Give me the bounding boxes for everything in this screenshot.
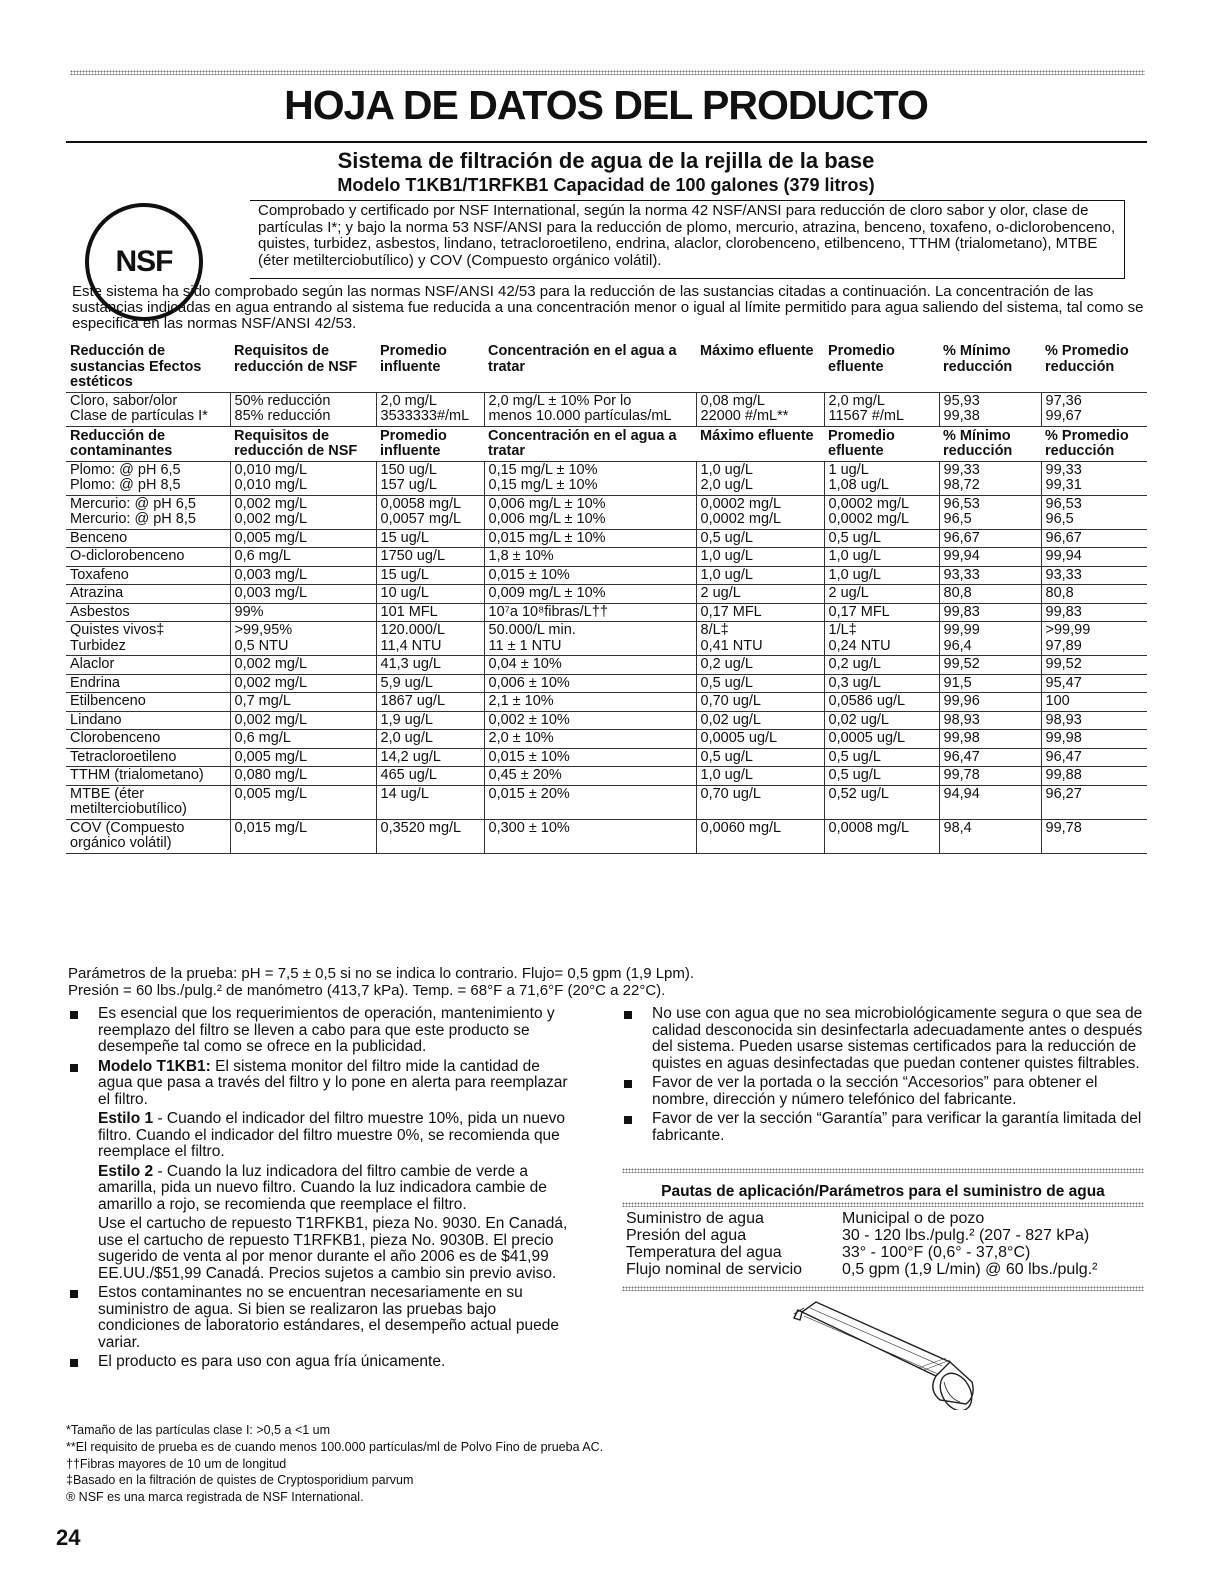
- table-cell: 0,005 mg/L: [230, 785, 376, 819]
- table-cell: 80,8: [1041, 585, 1147, 604]
- table-cell: 0,010 mg/L 0,010 mg/L: [230, 461, 376, 495]
- application-value: 30 - 120 lbs./pulg.² (207 - 827 kPa): [842, 1227, 1090, 1244]
- table-cell: Mercurio: @ pH 6,5 Mercurio: @ pH 8,5: [66, 495, 230, 529]
- table-header-contaminants: Reducción de contaminantes Requisitos de reducción de NSF Promedio influente Concentración en el agua a tratar Máximo efluente Promedio efluente % Mínimo reducción % Promedio reducción: [66, 426, 1147, 461]
- table-cell: 50.000/L min. 11 ± 1 NTU: [484, 622, 696, 656]
- table-row: [66, 656, 1147, 675]
- table-cell: 98,93: [1041, 711, 1147, 730]
- application-row: [622, 1227, 1144, 1244]
- table-cell: 96,53 96,5: [939, 495, 1041, 529]
- certification-box: Comprobado y certificado por NSF International, según la norma 42 NSF/ANSI para reducción de cloro sabor y olor, clase de partículas I*; y bajo la norma 53 NSF/ANSI para la reducción de plomo, mercurio, atrazina, benceno, toxafeno, o-diclorobenceno, quistes, turbidez, asbestos, lindano, tetracloroetileno, endrina, alaclor, clorobenceno, etilbenceno, TTHM (trialometano), MTBE (éter metilterciobutílico) y COV (Compuesto orgánico volátil).: [250, 200, 1125, 279]
- table-cell: 1,9 ug/L: [376, 711, 484, 730]
- table-cell: 1,0 ug/L 2,0 ug/L: [696, 461, 824, 495]
- application-value: 0,5 gpm (1,9 L/min) @ 60 lbs./pulg.²: [842, 1261, 1098, 1278]
- table-cell: 150 ug/L 157 ug/L: [376, 461, 484, 495]
- table-cell: O-diclorobenceno: [66, 548, 230, 567]
- application-value: 33° - 100°F (0,6° - 37,8°C): [842, 1244, 1031, 1261]
- table-cell: 1,0 ug/L: [696, 548, 824, 567]
- table-cell: 0,6 mg/L: [230, 730, 376, 749]
- table-cell: 99,98: [939, 730, 1041, 749]
- test-parameters: Parámetros de la prueba: pH = 7,5 ± 0,5 si no se indica lo contrario. Flujo= 0,5 gpm (1,9 Lpm). Presión = 60 lbs./pulg.² de manómetro (413,7 kPa). Temp. = 68°F a 71,6°F (20°C a 22°C).: [68, 965, 695, 999]
- table-cell: 0,2 ug/L: [696, 656, 824, 675]
- application-title: Pautas de aplicación/Parámetros para el suministro de agua: [661, 1183, 1105, 1200]
- table-cell: Plomo: @ pH 6,5 Plomo: @ pH 8,5: [66, 461, 230, 495]
- page-number: 24: [56, 1525, 81, 1550]
- table-cell: 0,005 mg/L: [230, 529, 376, 548]
- page-title: HOJA DE DATOS DEL PRODUCTO: [284, 82, 928, 128]
- table-cell: 5,9 ug/L: [376, 674, 484, 693]
- table-cell: 95,93 99,38: [939, 392, 1041, 426]
- table-cell: Atrazina: [66, 585, 230, 604]
- table-cell: 99,83: [939, 603, 1041, 622]
- table-cell: 0,015 mg/L: [230, 819, 376, 853]
- table-cell: 0,15 mg/L ± 10% 0,15 mg/L ± 10%: [484, 461, 696, 495]
- subtitle: Sistema de filtración de agua de la rejilla de la base: [337, 148, 875, 173]
- table-cell: 99,98: [1041, 730, 1147, 749]
- table-cell: Tetracloroetileno: [66, 748, 230, 767]
- application-row: [622, 1261, 1144, 1278]
- app-bottom-rule: [622, 1286, 1144, 1291]
- nsf-logo: NSF: [85, 203, 203, 321]
- table-row: [66, 585, 1147, 604]
- table-cell: 100: [1041, 693, 1147, 712]
- table-cell: 0,2 ug/L: [824, 656, 939, 675]
- application-value: Municipal o de pozo: [842, 1210, 985, 1227]
- table-cell: 93,33: [939, 566, 1041, 585]
- table-cell: COV (Compuesto orgánico volátil): [66, 819, 230, 853]
- table-cell: 0,5 ug/L: [696, 674, 824, 693]
- application-row: [622, 1244, 1144, 1261]
- table-cell: 1,8 ± 10%: [484, 548, 696, 567]
- table-cell: 0,002 mg/L 0,002 mg/L: [230, 495, 376, 529]
- table-cell: 2,0 mg/L 3533333#/mL: [376, 392, 484, 426]
- table-row: [66, 603, 1147, 622]
- table-cell: 2,0 mg/L ± 10% Por lo menos 10.000 partículas/mL: [484, 392, 696, 426]
- table-cell: 0,0586 ug/L: [824, 693, 939, 712]
- table-cell: 0,5 ug/L: [824, 767, 939, 786]
- table-cell: Toxafeno: [66, 566, 230, 585]
- table-cell: 0,002 ± 10%: [484, 711, 696, 730]
- table-cell: 97,36 99,67: [1041, 392, 1147, 426]
- table-cell: 96,47: [1041, 748, 1147, 767]
- table-cell: 0,300 ± 10%: [484, 819, 696, 853]
- table-cell: 2,0 ug/L: [376, 730, 484, 749]
- list-item: Es esencial que los requerimientos de operación, mantenimiento y reemplazo del filtro se lleven a cabo para que este producto se desempeñe tal como se ofrece en la publicidad.: [68, 1006, 568, 1056]
- table-cell: 99,52: [1041, 656, 1147, 675]
- table-cell: 1/L‡ 0,24 NTU: [824, 622, 939, 656]
- table-cell: Lindano: [66, 711, 230, 730]
- table-cell: 0,0002 mg/L 0,0002 mg/L: [824, 495, 939, 529]
- table-cell: 0,015 mg/L ± 10%: [484, 529, 696, 548]
- table-cell: 101 MFL: [376, 603, 484, 622]
- table-row: [66, 767, 1147, 786]
- table-cell: 0,3 ug/L: [824, 674, 939, 693]
- table-cell: 10 ug/L: [376, 585, 484, 604]
- table-cell: 0,7 mg/L: [230, 693, 376, 712]
- right-column: [622, 1006, 1144, 1147]
- table-cell: Clorobenceno: [66, 730, 230, 749]
- table-cell: 465 ug/L: [376, 767, 484, 786]
- table-row: [66, 711, 1147, 730]
- application-key: Suministro de agua: [626, 1210, 764, 1227]
- table-cell: Alaclor: [66, 656, 230, 675]
- model-line: Modelo T1KB1/T1RFKB1 Capacidad de 100 galones (379 litros): [337, 175, 875, 195]
- title-rule: [66, 141, 1147, 143]
- table-cell: 96,67: [1041, 529, 1147, 548]
- table-cell: 0,45 ± 20%: [484, 767, 696, 786]
- table-cell: 91,5: [939, 674, 1041, 693]
- table-row: [66, 748, 1147, 767]
- table-cell: TTHM (trialometano): [66, 767, 230, 786]
- table-cell: 0,009 mg/L ± 10%: [484, 585, 696, 604]
- list-item: Favor de ver la sección “Garantía” para verificar la garantía limitada del fabricante.: [622, 1111, 1144, 1144]
- application-key: Presión del agua: [626, 1227, 747, 1244]
- table-cell: 0,006 ± 10%: [484, 674, 696, 693]
- table-cell: 94,94: [939, 785, 1041, 819]
- table-cell: 0,015 ± 20%: [484, 785, 696, 819]
- table-cell: 0,0005 ug/L: [824, 730, 939, 749]
- table-cell: 98,93: [939, 711, 1041, 730]
- filter-cartridge-illustration: [790, 1300, 990, 1410]
- table-cell: 41,3 ug/L: [376, 656, 484, 675]
- list-item: El producto es para uso con agua fría únicamente.: [68, 1354, 568, 1371]
- table-cell: 0,70 ug/L: [696, 693, 824, 712]
- table-row: [66, 674, 1147, 693]
- table-cell: 99,83: [1041, 603, 1147, 622]
- application-row: [622, 1210, 1144, 1227]
- table-cell: 0,0005 ug/L: [696, 730, 824, 749]
- table-cell: 0,0058 mg/L 0,0057 mg/L: [376, 495, 484, 529]
- table-cell: Cloro, sabor/olor Clase de partículas I*: [66, 392, 230, 426]
- table-cell: 0,003 mg/L: [230, 585, 376, 604]
- table-cell: 0,02 ug/L: [824, 711, 939, 730]
- table-cell: 0,6 mg/L: [230, 548, 376, 567]
- table-cell: 0,17 MFL: [696, 603, 824, 622]
- list-item: No use con agua que no sea microbiológicamente segura o que sea de calidad desconocida sin desinfectarla adecuadamente antes o después del sistema. Pueden usarse sistemas certificados para la reducción de quistes en aguas desinfectadas que puedan contener quistes filtrables.: [622, 1006, 1144, 1072]
- table-row: [66, 693, 1147, 712]
- table-cell: 0,04 ± 10%: [484, 656, 696, 675]
- table-cell: 0,08 mg/L 22000 #/mL**: [696, 392, 824, 426]
- table-cell: 0,002 mg/L: [230, 711, 376, 730]
- list-item: Favor de ver la portada o la sección “Accesorios” para obtener el nombre, dirección y número telefónico del fabricante.: [622, 1075, 1144, 1108]
- table-cell: 99%: [230, 603, 376, 622]
- app-top-rule: [622, 1168, 1144, 1173]
- table-cell: 99,78: [1041, 819, 1147, 853]
- table-cell: 0,002 mg/L: [230, 656, 376, 675]
- table-cell: 0,5 ug/L: [696, 529, 824, 548]
- list-item: Estos contaminantes no se encuentran necesariamente en su suministro de agua. Si bien se realizaron las pruebas bajo condiciones de laboratorio estándares, el desempeño actual puede variar.: [68, 1285, 568, 1351]
- table-cell: 15 ug/L: [376, 566, 484, 585]
- table-cell: Asbestos: [66, 603, 230, 622]
- table-cell: 93,33: [1041, 566, 1147, 585]
- table-cell: 2 ug/L: [824, 585, 939, 604]
- table-cell: 96,67: [939, 529, 1041, 548]
- table-cell: 1,0 ug/L: [824, 566, 939, 585]
- table-cell: 0,006 mg/L ± 10% 0,006 mg/L ± 10%: [484, 495, 696, 529]
- table-row: [66, 622, 1147, 656]
- replacement-note: Use el cartucho de repuesto T1RFKB1, pieza No. 9030. En Canadá, use el cartucho de repuesto T1RFKB1, pieza No. 9030B. El precio sugerido de venta al por menor durante el año 2006 es de $41,99 EE.UU./$51,99 Canadá. Precios sujetos a cambio sin previo aviso.: [98, 1215, 568, 1282]
- table-cell: 1,0 ug/L: [696, 566, 824, 585]
- table-cell: 0,002 mg/L: [230, 674, 376, 693]
- table-cell: 120.000/L 11,4 NTU: [376, 622, 484, 656]
- table-cell: >99,99 97,89: [1041, 622, 1147, 656]
- contaminant-table: [66, 342, 1147, 854]
- table-cell: 14 ug/L: [376, 785, 484, 819]
- table-cell: 1,0 ug/L: [824, 548, 939, 567]
- application-table: [622, 1210, 1144, 1278]
- table-cell: 0,015 ± 10%: [484, 748, 696, 767]
- table-cell: 2,0 mg/L 11567 #/mL: [824, 392, 939, 426]
- table-cell: 0,70 ug/L: [696, 785, 824, 819]
- table-row: [66, 730, 1147, 749]
- table-cell: 50% reducción 85% reducción: [230, 392, 376, 426]
- table-row: [66, 529, 1147, 548]
- table-cell: 80,8: [939, 585, 1041, 604]
- table-cell: 96,27: [1041, 785, 1147, 819]
- table-cell: 99,99 96,4: [939, 622, 1041, 656]
- table-cell: 0,3520 mg/L: [376, 819, 484, 853]
- left-column: [68, 1006, 568, 1374]
- table-cell: 0,0002 mg/L 0,0002 mg/L: [696, 495, 824, 529]
- table-cell: >99,95% 0,5 NTU: [230, 622, 376, 656]
- table-cell: 0,0060 mg/L: [696, 819, 824, 853]
- list-item: Modelo T1KB1: El sistema monitor del filtro mide la cantidad de agua que pasa a través del filtro y lo pone en alerta para reemplazar el filtro.: [68, 1059, 568, 1109]
- table-cell: 2,1 ± 10%: [484, 693, 696, 712]
- intro-text: Este sistema ha sido comprobado según las normas NSF/ANSI 42/53 para la reducción de las sustancias citadas a continuación. La concentración de las sustancias indicadas en agua entrando al sistema fue reducida a una concentración menor o igual al límite permitido para agua saliendo del sistema, tal como se especifica en las normas NSF/ANSI 42/53.: [72, 283, 1144, 332]
- table-cell: 96,47: [939, 748, 1041, 767]
- table-cell: 2,0 ± 10%: [484, 730, 696, 749]
- table-cell: 0,0008 mg/L: [824, 819, 939, 853]
- application-key: Temperatura del agua: [626, 1244, 782, 1261]
- table-cell: 96,53 96,5: [1041, 495, 1147, 529]
- table-cell: Benceno: [66, 529, 230, 548]
- table-cell: 0,02 ug/L: [696, 711, 824, 730]
- app-mid-rule: [622, 1202, 1144, 1207]
- table-row: [66, 548, 1147, 567]
- table-cell: 0,5 ug/L: [824, 529, 939, 548]
- table-cell: 99,96: [939, 693, 1041, 712]
- table-cell: 1750 ug/L: [376, 548, 484, 567]
- table-row: [66, 566, 1147, 585]
- table-cell: 0,003 mg/L: [230, 566, 376, 585]
- top-dotted-rule: [70, 70, 1145, 75]
- table-cell: 10⁷a 10⁸fibras/L††: [484, 603, 696, 622]
- table-cell: 1,0 ug/L: [696, 767, 824, 786]
- table-cell: 1867 ug/L: [376, 693, 484, 712]
- table-cell: 0,5 ug/L: [696, 748, 824, 767]
- table-cell: 0,005 mg/L: [230, 748, 376, 767]
- table-row: [66, 785, 1147, 819]
- table-row: [66, 392, 1147, 426]
- application-key: Flujo nominal de servicio: [626, 1261, 803, 1278]
- table-row: [66, 461, 1147, 495]
- table-cell: 99,88: [1041, 767, 1147, 786]
- style-1-note: Estilo 1 - Cuando el indicador del filtro muestre 10%, pida un nuevo filtro. Cuando el indicador del filtro muestre 0%, se recomienda que reemplace el filtro.: [98, 1110, 565, 1160]
- table-cell: 99,33 99,31: [1041, 461, 1147, 495]
- table-cell: Etilbenceno: [66, 693, 230, 712]
- style-2-note: Estilo 2 - Cuando la luz indicadora del filtro cambie de verde a amarilla, pida un nuevo filtro. Cuando la luz indicadora cambie de amarillo a rojo, se recomienda que reemplace el filtro.: [98, 1162, 547, 1213]
- table-cell: 1 ug/L 1,08 ug/L: [824, 461, 939, 495]
- table-cell: 0,080 mg/L: [230, 767, 376, 786]
- table-cell: Endrina: [66, 674, 230, 693]
- table-cell: 98,4: [939, 819, 1041, 853]
- table-row: [66, 819, 1147, 853]
- table-cell: 99,94: [939, 548, 1041, 567]
- table-cell: 99,33 98,72: [939, 461, 1041, 495]
- table-cell: 0,015 ± 10%: [484, 566, 696, 585]
- table-cell: 0,52 ug/L: [824, 785, 939, 819]
- table-row: [66, 495, 1147, 529]
- table-cell: 0,17 MFL: [824, 603, 939, 622]
- table-cell: 14,2 ug/L: [376, 748, 484, 767]
- table-cell: 0,5 ug/L: [824, 748, 939, 767]
- table-cell: 99,78: [939, 767, 1041, 786]
- table-cell: 99,94: [1041, 548, 1147, 567]
- table-cell: 95,47: [1041, 674, 1147, 693]
- table-cell: MTBE (éter metilterciobutílico): [66, 785, 230, 819]
- table-cell: 8/L‡ 0,41 NTU: [696, 622, 824, 656]
- table-cell: 15 ug/L: [376, 529, 484, 548]
- footnotes: *Tamaño de las partículas clase I: >0,5 a <1 um **El requisito de prueba es de cuando menos 100.000 partículas/ml de Polvo Fino de prueba AC. ††Fibras mayores de 10 um de longitud ‡Basado en la filtración de quistes de Cryptosporidium parvum ® NSF es una marca registrada de NSF International.: [66, 1423, 604, 1505]
- table-cell: Quistes vivos‡ Turbidez: [66, 622, 230, 656]
- table-cell: 99,52: [939, 656, 1041, 675]
- table-cell: 2 ug/L: [696, 585, 824, 604]
- table-header-aesthetic: Reducción de sustancias Efectos estéticos Requisitos de reducción de NSF Promedio influente Concentración en el agua a tratar Máximo efluente Promedio efluente % Mínimo reducción % Promedio reducción: [66, 342, 1147, 392]
